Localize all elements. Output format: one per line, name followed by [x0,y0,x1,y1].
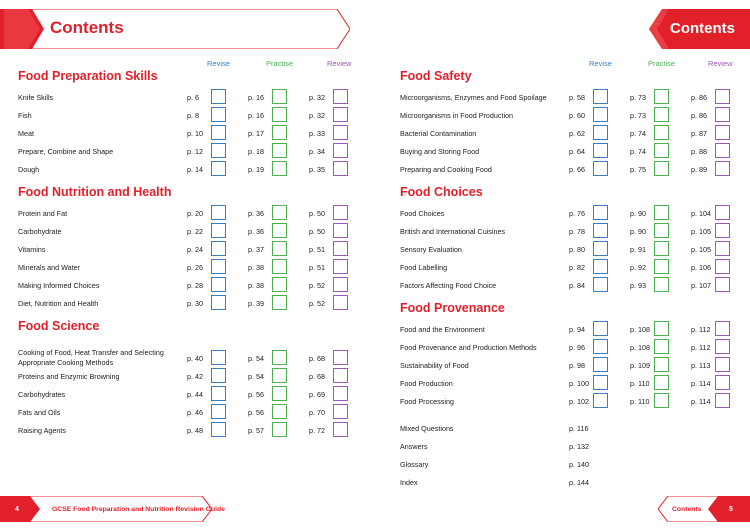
revise-checkbox[interactable] [593,143,608,158]
revise-checkbox[interactable] [593,125,608,140]
review-page-ref: p. 69 [309,390,325,399]
page-title: Contents [50,18,124,37]
extra-item-page: p. 140 [569,460,589,469]
revise-checkbox[interactable] [211,241,226,256]
review-page-ref: p. 68 [309,354,325,363]
practise-checkbox[interactable] [272,205,287,220]
extra-item-page: p. 116 [569,424,589,433]
review-page-ref: p. 50 [309,227,325,236]
practise-page-ref: p. 36 [248,209,264,218]
practise-checkbox[interactable] [272,422,287,437]
review-page-ref: p. 89 [691,165,707,174]
review-checkbox[interactable] [715,125,730,140]
review-page-ref: p. 114 [691,379,711,388]
revise-checkbox[interactable] [593,223,608,238]
contents-row [18,125,375,141]
topic-label: Carbohydrate [18,227,62,236]
practise-page-ref: p. 19 [248,165,264,174]
revise-checkbox[interactable] [211,89,226,104]
review-checkbox[interactable] [333,143,348,158]
practise-page-ref: p. 110 [630,397,650,406]
revise-page-ref: p. 100 [569,379,589,388]
review-checkbox[interactable] [333,295,348,310]
review-page-ref: p. 50 [309,209,325,218]
section-title-food-safety: Food Safety [400,69,472,83]
review-checkbox[interactable] [715,277,730,292]
practise-header: Practise [648,59,676,68]
revise-page-ref: p. 84 [569,281,585,290]
practise-page-ref: p. 92 [630,263,646,272]
practise-header: Practise [266,59,294,68]
contents-row [400,241,750,257]
topic-label: Microorganisms, Enzymes and Food Spoilage [400,93,547,102]
review-page-ref: p. 112 [691,343,711,352]
practise-checkbox[interactable] [272,259,287,274]
review-checkbox[interactable] [715,357,730,372]
practise-checkbox[interactable] [654,321,669,336]
review-header: Review [327,59,352,68]
revise-checkbox[interactable] [211,404,226,419]
practise-page-ref: p. 90 [630,227,646,236]
topic-label: Diet, Nutrition and Health [18,299,99,308]
revise-page-ref: p. 8 [187,111,199,120]
topic-label: Microorganisms in Food Production [400,111,514,120]
review-page-ref: p. 104 [691,209,711,218]
topic-label: Sustainability of Food [400,361,469,370]
section-title-food-nutrition-and-health: Food Nutrition and Health [18,185,172,199]
review-page-ref: p. 72 [309,426,325,435]
review-page-ref: p. 33 [309,129,325,138]
practise-checkbox[interactable] [654,125,669,140]
extra-item-label: Mixed Questions [400,424,454,433]
topic-label: Minerals and Water [18,263,81,272]
contents-row [18,350,375,366]
revise-checkbox[interactable] [211,368,226,383]
practise-page-ref: p. 108 [630,343,650,352]
revise-page-ref: p. 24 [187,245,203,254]
revise-checkbox[interactable] [211,259,226,274]
practise-page-ref: p. 54 [248,372,264,381]
topic-label: Fats and Oils [18,408,61,417]
review-page-ref: p. 114 [691,397,711,406]
practise-checkbox[interactable] [272,107,287,122]
practise-page-ref: p. 73 [630,93,646,102]
review-checkbox[interactable] [715,321,730,336]
revise-page-ref: p. 64 [569,147,585,156]
contents-row [400,143,750,159]
revise-checkbox[interactable] [211,107,226,122]
contents-row [18,107,375,123]
topic-label: Knife Skills [18,93,54,102]
review-checkbox[interactable] [333,422,348,437]
revise-page-ref: p. 30 [187,299,203,308]
review-checkbox[interactable] [333,125,348,140]
review-page-ref: p. 35 [309,165,325,174]
practise-checkbox[interactable] [272,350,287,365]
review-checkbox[interactable] [333,161,348,176]
review-checkbox[interactable] [715,89,730,104]
practise-checkbox[interactable] [272,404,287,419]
contents-row [400,89,750,105]
review-page-ref: p. 70 [309,408,325,417]
review-page-ref: p. 32 [309,111,325,120]
revise-checkbox[interactable] [211,143,226,158]
contents-row [400,161,750,177]
revise-checkbox[interactable] [211,350,226,365]
topic-label: Cooking of Food, Heat Transfer and Selecting Appropriate Cooking Methods [18,348,164,367]
practise-checkbox[interactable] [654,357,669,372]
practise-checkbox[interactable] [272,143,287,158]
review-checkbox[interactable] [333,404,348,419]
review-page-ref: p. 86 [691,93,707,102]
review-page-ref: p. 105 [691,245,711,254]
revise-checkbox[interactable] [211,422,226,437]
practise-checkbox[interactable] [654,143,669,158]
revise-page-ref: p. 94 [569,325,585,334]
topic-label: Prepare, Combine and Shape [18,147,114,156]
topic-label: Preparing and Cooking Food [400,165,492,174]
revise-page-ref: p. 60 [569,111,585,120]
contents-row [400,125,750,141]
extra-item-page: p. 144 [569,478,589,487]
topic-label: British and International Cuisines [400,227,506,236]
topic-label: Fish [18,111,32,120]
contents-row [400,375,750,391]
practise-checkbox[interactable] [272,223,287,238]
revise-checkbox[interactable] [593,339,608,354]
practise-checkbox[interactable] [654,241,669,256]
practise-checkbox[interactable] [654,339,669,354]
contents-row [18,259,375,275]
page-title: Contents [670,20,735,37]
section-title-food-preparation-skills: Food Preparation Skills [18,69,158,83]
topic-label: Making Informed Choices [18,281,100,290]
revise-checkbox[interactable] [211,386,226,401]
section-title-food-provenance: Food Provenance [400,301,505,315]
contents-row [400,339,750,355]
practise-page-ref: p. 90 [630,209,646,218]
practise-checkbox[interactable] [272,125,287,140]
revise-checkbox[interactable] [211,125,226,140]
revise-page-ref: p. 28 [187,281,203,290]
review-checkbox[interactable] [715,161,730,176]
review-checkbox[interactable] [715,339,730,354]
revise-checkbox[interactable] [593,241,608,256]
review-page-ref: p. 51 [309,245,325,254]
extra-item-label: Index [400,478,418,487]
practise-page-ref: p. 38 [248,281,264,290]
topic-label: Bacterial Contamination [400,129,477,138]
revise-checkbox[interactable] [593,277,608,292]
practise-checkbox[interactable] [654,277,669,292]
topic-label: Raising Agents [18,426,66,435]
practise-page-ref: p. 16 [248,111,264,120]
contents-row [18,143,375,159]
practise-checkbox[interactable] [654,161,669,176]
revise-page-ref: p. 22 [187,227,203,236]
revise-checkbox[interactable] [211,295,226,310]
practise-checkbox[interactable] [654,89,669,104]
contents-row [18,422,375,438]
practise-checkbox[interactable] [654,259,669,274]
section-title-food-choices: Food Choices [400,185,483,199]
practise-page-ref: p. 56 [248,408,264,417]
review-page-ref: p. 106 [691,263,711,272]
review-page-ref: p. 68 [309,372,325,381]
revise-page-ref: p. 14 [187,165,203,174]
practise-checkbox[interactable] [272,277,287,292]
revise-page-ref: p. 26 [187,263,203,272]
contents-row [400,357,750,373]
revise-page-ref: p. 44 [187,390,203,399]
topic-label: Food and the Environment [400,325,485,334]
review-checkbox[interactable] [715,107,730,122]
topic-label: Proteins and Enzymic Browning [18,372,120,381]
practise-checkbox[interactable] [272,241,287,256]
review-checkbox[interactable] [715,143,730,158]
practise-page-ref: p. 38 [248,263,264,272]
topic-label: Dough [18,165,40,174]
revise-page-ref: p. 42 [187,372,203,381]
page-number: 4 [15,506,19,513]
revise-checkbox[interactable] [211,277,226,292]
topic-label: Food Production [400,379,453,388]
review-page-ref: p. 51 [309,263,325,272]
contents-row [18,205,375,221]
practise-page-ref: p. 56 [248,390,264,399]
revise-page-ref: p. 80 [569,245,585,254]
review-checkbox[interactable] [333,241,348,256]
topic-label: Food Processing [400,397,454,406]
revise-page-ref: p. 48 [187,426,203,435]
footer-label: Contents [672,506,702,513]
practise-page-ref: p. 109 [630,361,650,370]
topic-label: Sensory Evaluation [400,245,462,254]
contents-row [18,368,375,384]
review-checkbox[interactable] [333,259,348,274]
revise-page-ref: p. 82 [569,263,585,272]
contents-row [400,277,750,293]
contents-row [400,259,750,275]
review-checkbox[interactable] [715,223,730,238]
revise-checkbox[interactable] [593,321,608,336]
topic-label: Vitamins [18,245,46,254]
page-number: 5 [729,506,733,513]
topic-label: Carbohydrates [18,390,66,399]
revise-page-ref: p. 102 [569,397,589,406]
contents-row [18,223,375,239]
review-page-ref: p. 52 [309,281,325,290]
review-checkbox[interactable] [333,205,348,220]
review-checkbox[interactable] [715,375,730,390]
review-checkbox[interactable] [333,350,348,365]
practise-checkbox[interactable] [272,161,287,176]
extra-item-page: p. 132 [569,442,589,451]
contents-row [400,321,750,337]
practise-page-ref: p. 57 [248,426,264,435]
contents-row [18,277,375,293]
contents-row [18,89,375,105]
review-page-ref: p. 112 [691,325,711,334]
review-page-ref: p. 52 [309,299,325,308]
topic-label: Food Choices [400,209,445,218]
topic-label: Food Labelling [400,263,448,272]
section-title-food-science: Food Science [18,319,100,333]
practise-page-ref: p. 73 [630,111,646,120]
practise-checkbox[interactable] [272,386,287,401]
review-checkbox[interactable] [715,259,730,274]
review-checkbox[interactable] [333,277,348,292]
practise-page-ref: p. 74 [630,147,646,156]
review-checkbox[interactable] [333,107,348,122]
practise-page-ref: p. 108 [630,325,650,334]
practise-page-ref: p. 36 [248,227,264,236]
topic-label: Factors Affecting Food Choice [400,281,497,290]
review-checkbox[interactable] [333,89,348,104]
practise-page-ref: p. 110 [630,379,650,388]
revise-page-ref: p. 96 [569,343,585,352]
review-page-ref: p. 86 [691,111,707,120]
revise-page-ref: p. 20 [187,209,203,218]
practise-checkbox[interactable] [272,295,287,310]
contents-row [18,404,375,420]
revise-page-ref: p. 10 [187,129,203,138]
review-header: Review [708,59,733,68]
revise-checkbox[interactable] [593,205,608,220]
right-page [375,0,750,531]
revise-page-ref: p. 12 [187,147,203,156]
practise-checkbox[interactable] [272,89,287,104]
extra-item-label: Glossary [400,460,429,469]
review-page-ref: p. 34 [309,147,325,156]
revise-page-ref: p. 76 [569,209,585,218]
contents-row [18,241,375,257]
revise-checkbox[interactable] [211,205,226,220]
practise-checkbox[interactable] [654,223,669,238]
extra-item-label: Answers [400,442,428,451]
review-checkbox[interactable] [715,241,730,256]
contents-row [400,107,750,123]
revise-page-ref: p. 78 [569,227,585,236]
practise-page-ref: p. 17 [248,129,264,138]
revise-page-ref: p. 46 [187,408,203,417]
review-page-ref: p. 113 [691,361,711,370]
practise-page-ref: p. 93 [630,281,646,290]
revise-page-ref: p. 66 [569,165,585,174]
revise-checkbox[interactable] [593,259,608,274]
revise-checkbox[interactable] [593,89,608,104]
review-checkbox[interactable] [333,223,348,238]
revise-checkbox[interactable] [593,161,608,176]
practise-page-ref: p. 91 [630,245,646,254]
revise-header: Revise [207,59,230,68]
practise-page-ref: p. 75 [630,165,646,174]
practise-checkbox[interactable] [654,393,669,408]
practise-checkbox[interactable] [272,368,287,383]
review-checkbox[interactable] [715,393,730,408]
review-checkbox[interactable] [333,386,348,401]
book-title: GCSE Food Preparation and Nutrition Revision Guide [52,506,225,513]
revise-header: Revise [589,59,612,68]
revise-checkbox[interactable] [211,161,226,176]
review-page-ref: p. 87 [691,129,707,138]
practise-page-ref: p. 39 [248,299,264,308]
contents-row [18,161,375,177]
revise-checkbox[interactable] [593,357,608,372]
revise-page-ref: p. 40 [187,354,203,363]
practise-page-ref: p. 16 [248,93,264,102]
contents-row [400,223,750,239]
revise-page-ref: p. 62 [569,129,585,138]
review-page-ref: p. 88 [691,147,707,156]
contents-row [400,205,750,221]
contents-row [400,393,750,409]
revise-page-ref: p. 6 [187,93,199,102]
revise-checkbox[interactable] [593,107,608,122]
revise-page-ref: p. 98 [569,361,585,370]
contents-row [18,295,375,311]
practise-checkbox[interactable] [654,205,669,220]
practise-page-ref: p. 54 [248,354,264,363]
review-checkbox[interactable] [333,368,348,383]
topic-label: Buying and Storing Food [400,147,480,156]
review-page-ref: p. 107 [691,281,711,290]
topic-label: Protein and Fat [18,209,68,218]
practise-checkbox[interactable] [654,107,669,122]
revise-page-ref: p. 58 [569,93,585,102]
topic-label: Meat [18,129,34,138]
review-page-ref: p. 105 [691,227,711,236]
practise-page-ref: p. 37 [248,245,264,254]
review-page-ref: p. 32 [309,93,325,102]
contents-row [18,386,375,402]
practise-page-ref: p. 74 [630,129,646,138]
practise-checkbox[interactable] [654,375,669,390]
review-checkbox[interactable] [715,205,730,220]
practise-page-ref: p. 18 [248,147,264,156]
revise-checkbox[interactable] [593,393,608,408]
topic-label: Food Provenance and Production Methods [400,343,537,352]
revise-checkbox[interactable] [211,223,226,238]
revise-checkbox[interactable] [593,375,608,390]
